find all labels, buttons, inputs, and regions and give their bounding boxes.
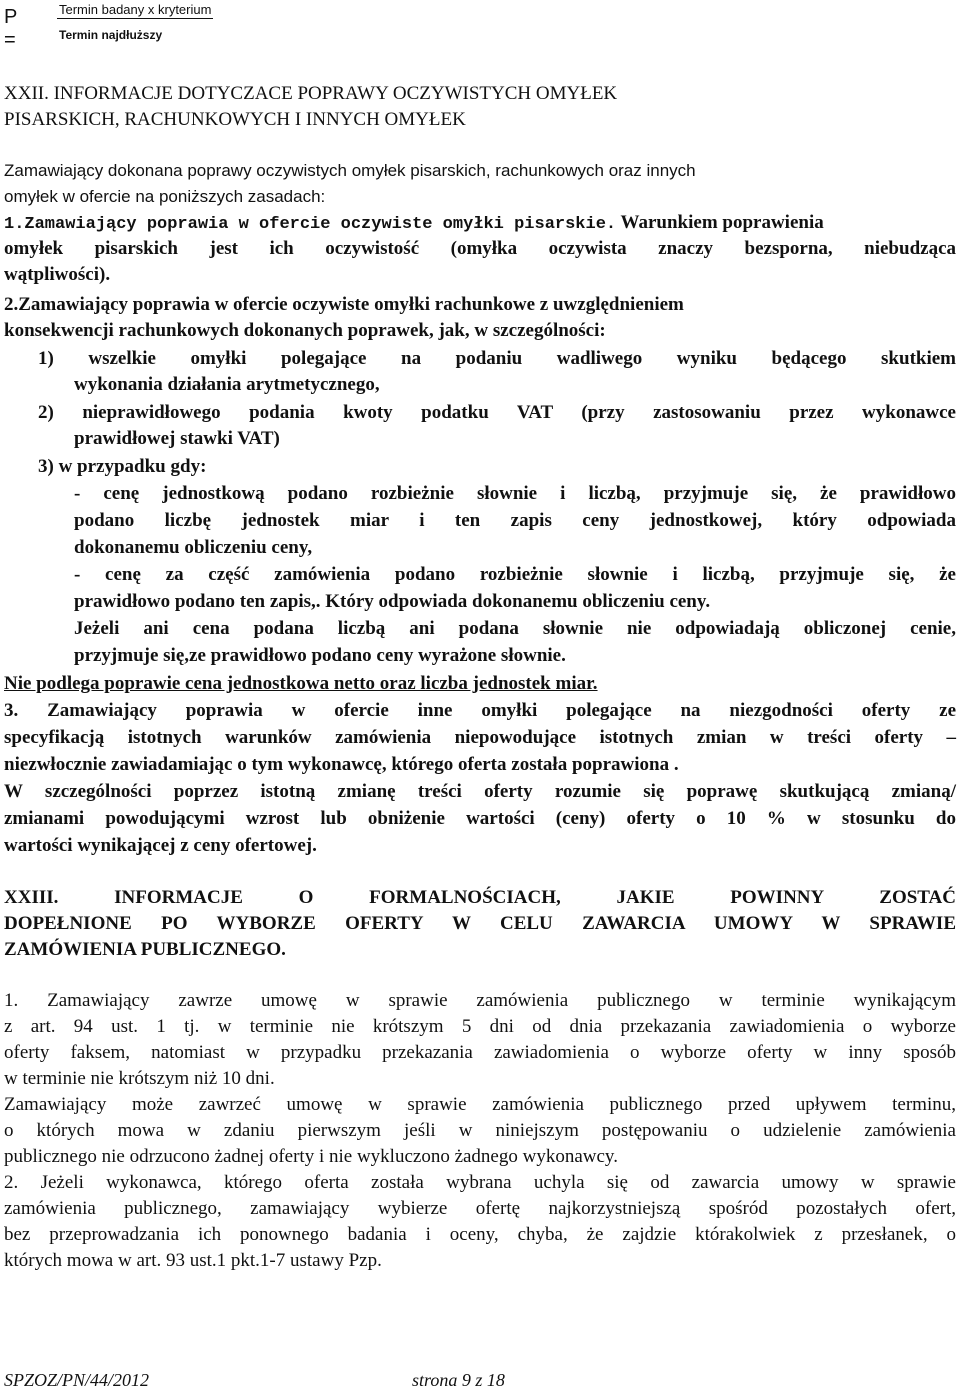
- section-23-point-2-line-2: zamówienia publicznego, zamawiający wybierze ofertę najkorzystniejszą spośród pozostałych ofert,: [4, 1198, 956, 1219]
- dash-item-3-line-2: przyjmuje się,ze prawidłowo podano ceny wyrażone słownie.: [74, 645, 566, 666]
- section-23-point-1-line-3: oferty faksem, natomiast w przypadku przekazania zawiadomienia o wyborze oferty w inny sposób: [4, 1042, 956, 1063]
- paragraph-3-line-1: 3. Zamawiający poprawia w ofercie inne omyłki polegające na niezgodności oferty ze: [4, 700, 956, 721]
- section-23-point-2-line-3: bez przeprowadzania ich ponownego badania i oceny, chyba, że zajdzie którakolwiek z przesłanek, o: [4, 1224, 956, 1245]
- paragraph-2-line-1: [4, 293, 956, 317]
- list-item-2-line-2: prawidłowej stawki VAT): [74, 428, 280, 449]
- paragraph-4-line-2: zmianami powodującymi wzrost lub obniżenie wartości (ceny) oferty o 10 % w stosunku do: [4, 808, 956, 829]
- section-23-heading-line-2: DOPEŁNIONE PO WYBORZE OFERTY W CELU ZAWARCIA UMOWY W SPRAWIE: [4, 913, 956, 934]
- dash-item-1-line-2: podano liczbę jednostek miar i ten zapis ceny jednostkowej, który odpowiada: [74, 510, 956, 531]
- dash-item-2-line-1: - cenę za część zamówienia podano rozbieżnie słownie i liczbą, przyjmuje się, że: [74, 564, 956, 585]
- paragraph-1-mono-text: 1.Zamawiający poprawia w ofercie oczywiste omyłki pisarskie.: [4, 215, 617, 234]
- formula-denominator: Termin najdłuższy: [59, 28, 163, 42]
- paragraph-4-line-3: wartości wynikającej z ceny ofertowej.: [4, 835, 317, 856]
- dash-item-2-line-2: prawidłowo podano ten zapis,. Który odpowiada dokonanemu obliczeniu ceny.: [74, 591, 711, 612]
- formula-label: P =: [4, 6, 17, 51]
- section-23-point-2-line-4: których mowa w art. 93 ust.1 pkt.1-7 ustawy Pzp.: [4, 1250, 382, 1271]
- paragraph-2-text: Zamawiający poprawia w ofercie oczywiste omyłki rachunkowe z uwzględnieniem: [18, 294, 684, 315]
- section-23-point-1-line-4: w terminie nie krótszym niż 10 dni.: [4, 1068, 275, 1089]
- paragraph-1-line-3: wątpliwości).: [4, 264, 111, 285]
- paragraph-2-line-2: konsekwencji rachunkowych dokonanych poprawek, jak, w szczególności:: [4, 320, 606, 341]
- paragraph-1-continuation: Warunkiem poprawienia: [616, 212, 824, 233]
- section-22-heading-line-1: XXII. INFORMACJE DOTYCZACE POPRAWY OCZYWISTYCH OMYŁEK: [4, 83, 618, 104]
- section-23-early-contract-line-3: publicznego nie odrzucono żadnej oferty i nie wykluczono żadnego wykonawcy.: [4, 1146, 618, 1167]
- paragraph-4-line-1: W szczególności poprzez istotną zmianę treści oferty rozumie się poprawę skutkującą zmianą/: [4, 781, 956, 802]
- dash-item-1-line-1: - cenę jednostkową podano rozbieżnie słownie i liczbą, przyjmuje się, że prawidłowo: [74, 483, 956, 504]
- correction-exclusion-note: Nie podlega poprawie cena jednostkowa netto oraz liczba jednostek miar.: [4, 673, 598, 694]
- footer-page-number: strona 9 z 18: [412, 1370, 505, 1390]
- paragraph-2-number: 2.: [4, 294, 19, 315]
- paragraph-3-line-3: niezwłocznie zawiadamiając o tym wykonawcę, którego oferta została poprawiona .: [4, 754, 679, 775]
- list-item-3-line-1: 3) w przypadku gdy:: [38, 456, 207, 477]
- section-23-point-1-line-1: 1. Zamawiający zawrze umowę w sprawie zamówienia publicznego w terminie wynikającym: [4, 990, 956, 1011]
- section-22-intro-line-2: omyłek w ofercie na poniższych zasadach:: [4, 187, 326, 206]
- section-22-intro-line-1: Zamawiający dokonana poprawy oczywistych omyłek pisarskich, rachunkowych oraz innych: [4, 161, 696, 180]
- formula-numerator: Termin badany x kryterium: [59, 2, 212, 17]
- section-23-heading-line-1: XXIII. INFORMACJE O FORMALNOŚCIACH, JAKIE POWINNY ZOSTAĆ: [4, 887, 956, 908]
- list-item-1-line-2: wykonania działania arytmetycznego,: [74, 374, 380, 395]
- dash-item-1-line-3: dokonanemu obliczeniu ceny,: [74, 537, 313, 558]
- paragraph-3-line-2: specyfikacją istotnych warunków zamówienia niepowodujące istotnych zmian w treści oferty –: [4, 727, 956, 748]
- paragraph-1-line-1: [4, 211, 956, 237]
- list-item-2-line-1: 2) nieprawidłowego podania kwoty podatku VAT (przy zastosowaniu przez wykonawce: [38, 402, 956, 423]
- dash-item-3-line-1: Jeżeli ani cena podana liczbą ani podana słownie nie odpowiadają obliczonej cenie,: [74, 618, 956, 639]
- footer-reference-number: SPZOZ/PN/44/2012: [4, 1370, 150, 1390]
- section-23-point-1-line-2: z art. 94 ust. 1 tj. w terminie nie krótszym 5 dni od dnia przekazania zawiadomienia o wyborze: [4, 1016, 956, 1037]
- paragraph-1-line-2: omyłek pisarskich jest ich oczywistość (omyłka oczywista znaczy bezsporna, niebudząca: [4, 238, 956, 259]
- section-23-early-contract-line-2: o których mowa w zdaniu pierwszym jeśli w niniejszym postępowaniu o udzielenie zamówienia: [4, 1120, 956, 1141]
- section-23-heading-line-3: ZAMÓWIENIA PUBLICZNEGO.: [4, 939, 286, 960]
- section-23-early-contract-line-1: Zamawiający może zawrzeć umowę w sprawie zamówienia publicznego przed upływem terminu,: [4, 1094, 956, 1115]
- section-22-heading-line-2: PISARSKICH, RACHUNKOWYCH I INNYCH OMYŁEK: [4, 109, 466, 130]
- section-23-point-2-line-1: 2. Jeżeli wykonawca, którego oferta została wybrana uchyla się od zawarcia umowy w sprawie: [4, 1172, 956, 1193]
- list-item-1-line-1: 1) wszelkie omyłki polegające na podaniu wadliwego wyniku będącego skutkiem: [38, 348, 956, 369]
